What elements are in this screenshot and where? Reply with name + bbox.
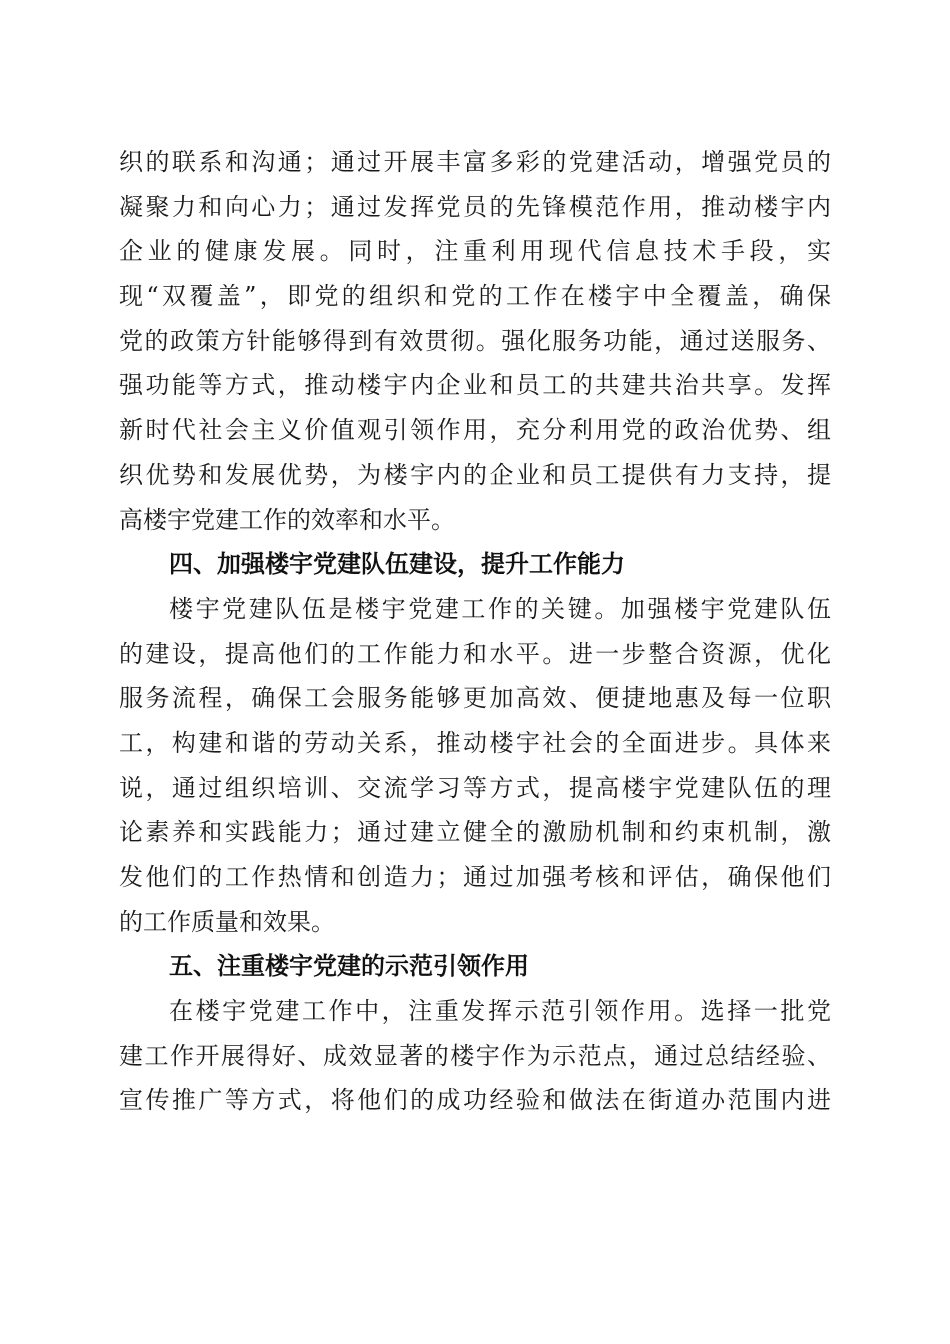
text-line: 说，通过组织培训、交流学习等方式，提高楼宇党建队伍的理: [119, 773, 831, 802]
paragraph-continued: [119, 140, 831, 542]
text-line: 新时代社会主义价值观引领作用，充分利用党的政治优势、组: [119, 416, 831, 445]
text-line: 建工作开展得好、成效显著的楼宇作为示范点，通过总结经验、: [119, 1041, 831, 1070]
text-line: 织的联系和沟通；通过开展丰富多彩的党建活动，增强党员的: [119, 148, 831, 176]
text-line: 宣传推广等方式，将他们的成功经验和做法在街道办范围内进: [119, 1086, 831, 1115]
text-line: 的工作质量和效果。: [119, 907, 335, 936]
text-line: 织优势和发展优势，为楼宇内的企业和员工提供有力支持，提: [119, 460, 831, 489]
text-line: 党的政策方针能够得到有效贯彻。强化服务功能，通过送服务、: [119, 326, 831, 355]
section-5-paragraph: [119, 989, 831, 1123]
text-line: 楼宇党建队伍是楼宇党建工作的关键。加强楼宇党建队伍: [169, 594, 831, 623]
text-line: 论素养和实践能力；通过建立健全的激励机制和约束机制，激: [119, 818, 831, 847]
text-line: 发他们的工作热情和创造力；通过加强考核和评估，确保他们: [119, 863, 831, 891]
text-line: 凝聚力和向心力；通过发挥党员的先锋模范作用，推动楼宇内: [119, 192, 831, 221]
text-line: 企业的健康发展。同时，注重利用现代信息技术手段，实: [119, 237, 831, 266]
text-line: 强功能等方式，推动楼宇内企业和员工的共建共治共享。发挥: [119, 371, 831, 400]
text-line: 服务流程，确保工会服务能够更加高效、便捷地惠及每一位职: [119, 684, 831, 713]
section-4-heading: 四、加强楼宇党建队伍建设，提升工作能力: [169, 550, 625, 579]
section-4-paragraph: [119, 587, 831, 945]
document-body: [119, 140, 831, 1123]
text-line: 工，构建和谐的劳动关系，推动楼宇社会的全面进步。具体来: [119, 728, 831, 757]
text-line: 的建设，提高他们的工作能力和水平。进一步整合资源，优化: [119, 639, 831, 668]
section-5-heading: 五、注重楼宇党建的示范引领作用: [169, 952, 529, 981]
text-line: 在楼宇党建工作中，注重发挥示范引领作用。选择一批党: [169, 997, 831, 1026]
text-line: 现“双覆盖”，即党的组织和党的工作在楼宇中全覆盖，确保: [119, 282, 831, 311]
text-line: 高楼宇党建工作的效率和水平。: [119, 505, 455, 534]
